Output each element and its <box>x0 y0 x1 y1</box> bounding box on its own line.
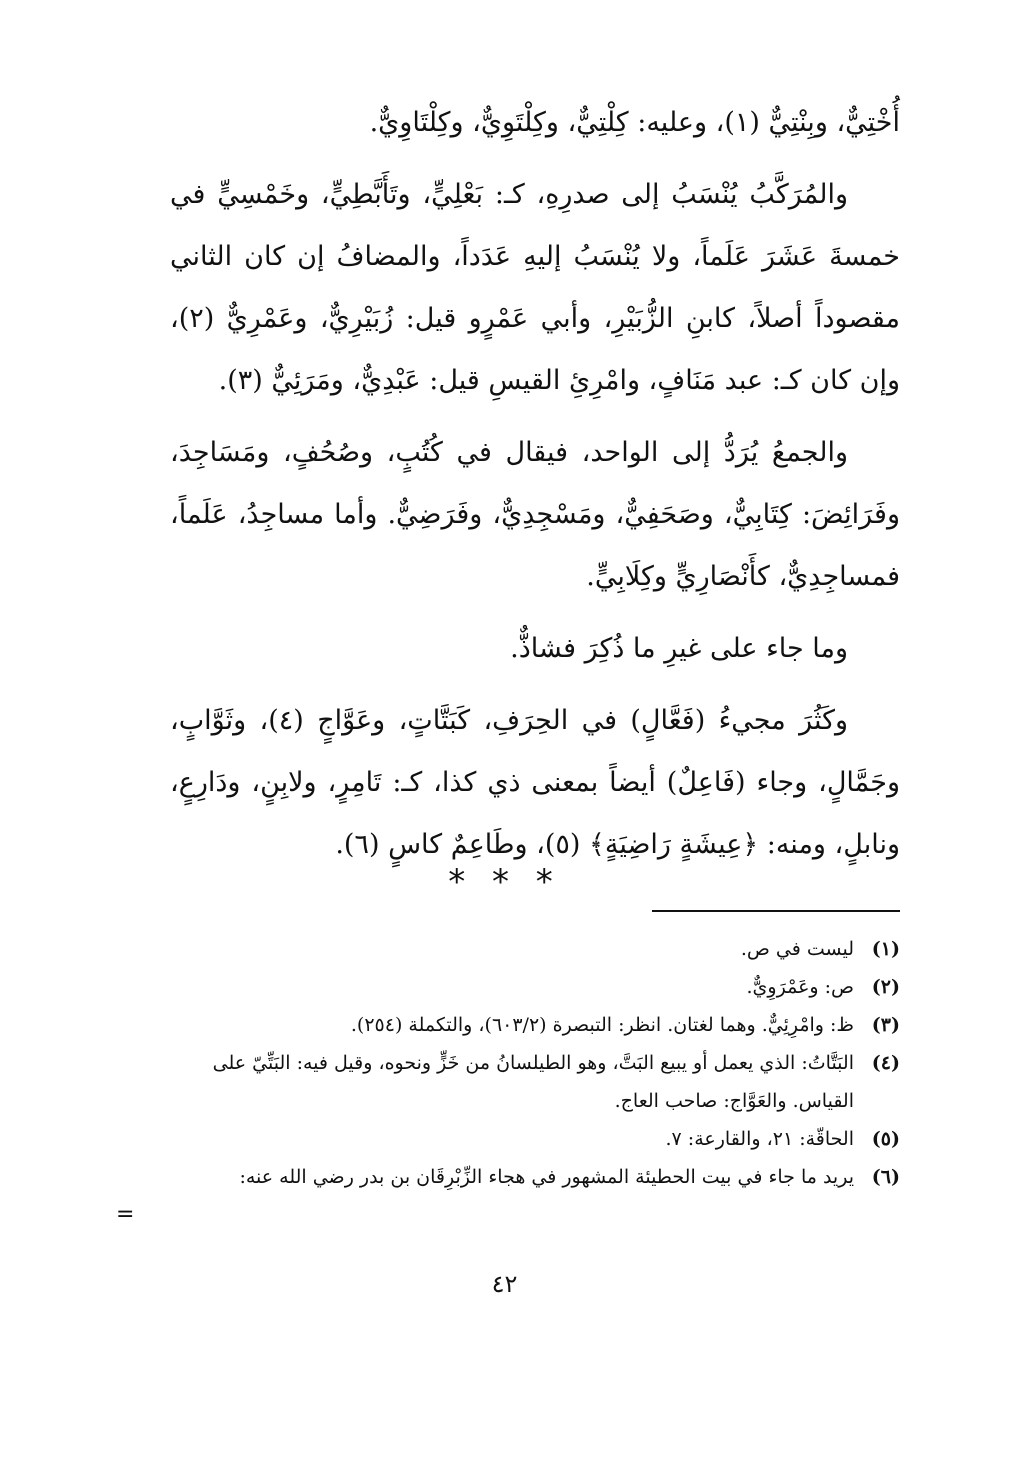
footnote-rule <box>652 910 900 912</box>
footnote-number: (٦) <box>871 1166 900 1188</box>
footnote-number: (٤) <box>871 1052 900 1074</box>
footnote-number: (١) <box>871 938 900 960</box>
footnote-6 <box>170 1158 900 1196</box>
paragraph-4: وما جاء على غيرِ ما ذُكِرَ فشاذٌّ. <box>510 633 848 664</box>
footnote-text: البَتَّاتُ: الذي يعمل أو يبيع البَتَّ، وهو الطيلسانُ من خَزٍّ ونحوه، وقيل فيه: البَتِّيّ على القياس. والعَوَّاج: صاحب العاج. <box>212 1052 854 1112</box>
continuation-mark: = <box>116 1202 135 1227</box>
footnote-text: ظ: وامْرِئِيٌّ. وهما لغتان. انظر: التبصرة (٦٠٣/٢)، والتكملة (٢٥٤). <box>350 1014 854 1036</box>
footnote-text: ص: وعَمْرَوِيٌّ. <box>746 976 854 998</box>
section-separator: * * * <box>448 862 561 902</box>
footnote-text: يريد ما جاء في بيت الحطيئة المشهور في هجاء الزِّبْرِقَان بن بدر رضي الله عنه: <box>239 1166 854 1188</box>
footnote-number: (٣) <box>871 1014 900 1036</box>
paragraph-2: والمُرَكَّبُ يُنْسَبُ إلى صدرِهِ، كـ: بَعْلِيٍّ، وتَأَبَّطِيٍّ، وخَمْسِيٍّ في خمسةَ عَشَرَ عَلَماً، ولا يُنْسَبُ إليهِ عَدَداً، والمضافُ إن كان الثاني مقصوداً أصلاً، كابنِ الزُّبَيْرِ، وأبي عَمْرٍو قيل: زُبَيْرِيٌّ، وعَمْرِيٌّ (٢)، وإن كان كـ: عبد مَنَافٍ، وامْرِئِ القيسِ قيل: عَبْدِيٌّ، ومَرَئِيٌّ (٣). <box>170 179 900 396</box>
paragraph-3: والجمعُ يُرَدُّ إلى الواحد، فيقال في كُتُبٍ، وصُحُفٍ، ومَسَاجِدَ، وفَرَائِضَ: كِتَابِيٌّ، وصَحَفِيٌّ، ومَسْجِدِيٌّ، وفَرَضِيٌّ. وأما مساجِدُ، عَلَماً، فمساجِدِيٌّ، كأَنْصَارِيٍّ وكِلَابِيٍّ. <box>170 437 900 592</box>
footnote-4 <box>170 1044 900 1120</box>
paragraph-1: أُخْتِيٌّ، وبِنْتِيٌّ (١)، وعليه: كِلْتِيٌّ، وكِلْتَوِيٌّ، وكِلْتَاوِيٌّ. <box>369 107 900 138</box>
footnote-number: (٥) <box>871 1128 900 1150</box>
footnote-text: الحاقّة: ٢١، والقارعة: ٧. <box>665 1128 854 1150</box>
footnote-2 <box>170 968 900 1006</box>
footnote-3 <box>170 1006 900 1044</box>
footnote-text: ليست في ص. <box>740 938 854 960</box>
page-number: ٤٢ <box>491 1270 518 1298</box>
main-text <box>170 92 900 886</box>
footnote-number: (٢) <box>871 976 900 998</box>
paragraph-5: وكَثُرَ مجيءُ (فَعَّالٍ) في الحِرَفِ، كَبَتَّاتٍ، وعَوَّاجٍ (٤)، وثَوَّابٍ، وجَمَّالٍ، وجاء (فَاعِلٌ) أيضاً بمعنى ذي كذا، كـ: تَامِرٍ، ولابِنٍ، ودَارِعٍ، ونابلٍ، ومنه: ﴿عِيشَةٍ رَاضِيَةٍ﴾ (٥)، وطَاعِمٌ كاسٍ (٦). <box>170 705 900 860</box>
footnote-1 <box>170 930 900 968</box>
footnote-5 <box>170 1120 900 1158</box>
footnotes <box>170 930 900 1196</box>
